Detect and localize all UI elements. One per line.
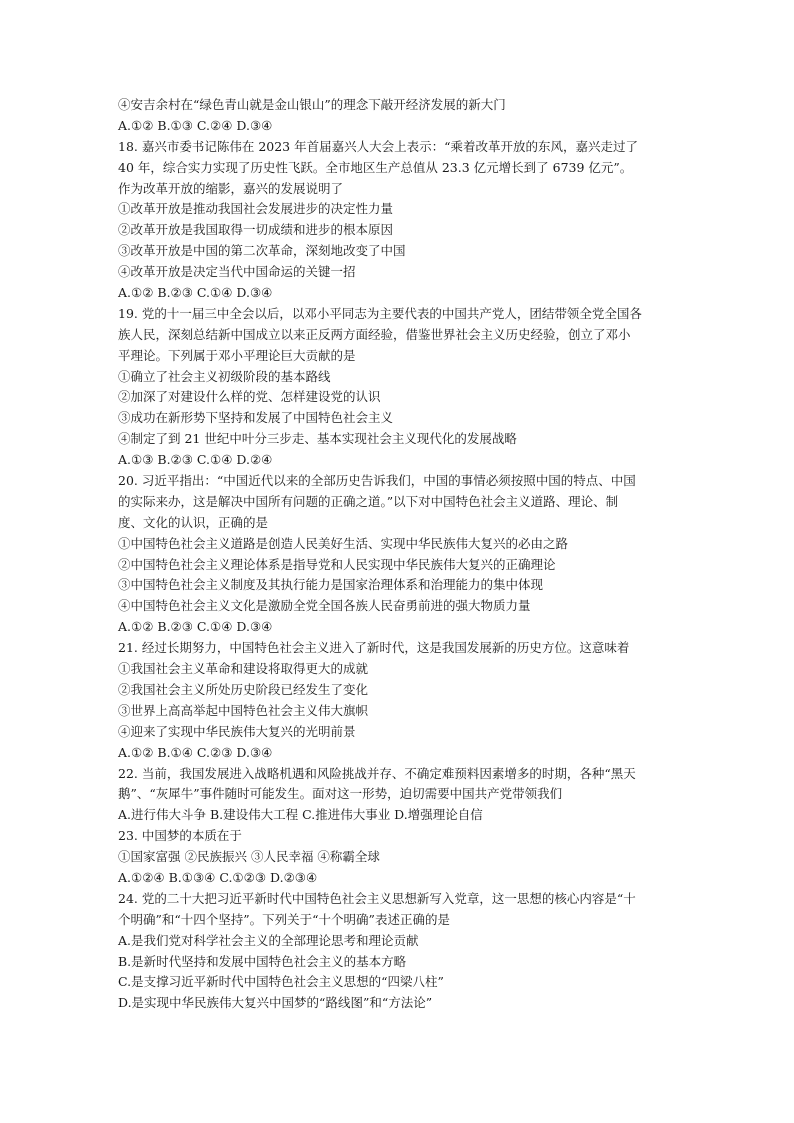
statement-item: ②改革开放是我国取得一切成绩和进步的根本原因 xyxy=(118,222,394,238)
text-line: 族人民，深刻总结新中国成立以来正反两方面经验，借鉴世界社会主义历史经验，创立了邓小 xyxy=(118,326,631,342)
statement-item: ①中国特色社会主义道路是创造人民美好生活、实现中华民族伟大复兴的必由之路 xyxy=(118,535,569,551)
answer-options: A.①② B.①④ C.②③ D.③④ xyxy=(118,744,273,760)
statement-item: ①国家富强 ②民族振兴 ③人民幸福 ④称霸全球 xyxy=(118,849,380,865)
text-line: 40 年，综合实力实现了历史性飞跃。全市地区生产总值从 23.3 亿元增长到了 6739 亿元”。 xyxy=(118,159,633,175)
question-24-stem: 24. 党的二十大把习近平新时代中国特色社会主义思想新写入党章，这一思想的核心内容是“十 xyxy=(118,890,636,906)
question-22-stem: 22. 当前，我国发展进入战略机遇和风险挑战并存、不确定难预料因素增多的时期，各种“黑天 xyxy=(118,765,636,781)
statement-item: ④中国特色社会主义文化是激励全党全国各族人民奋勇前进的强大物质力量 xyxy=(118,598,531,614)
statement-item: ④制定了到 21 世纪中叶分三步走、基本实现社会主义现代化的发展战略 xyxy=(118,431,517,447)
statement-item: ④改革开放是决定当代中国命运的关键一招 xyxy=(118,264,356,280)
question-text xyxy=(118,95,678,1014)
answer-option-c: C.是支撑习近平新时代中国特色社会主义思想的“四梁八柱” xyxy=(118,974,444,990)
answer-options: A.①② B.②③ C.①④ D.③④ xyxy=(118,285,273,301)
question-19-stem: 19. 党的十一届三中全会以后，以邓小平同志为主要代表的中国共产党人，团结带领全党全国各 xyxy=(118,305,642,321)
answer-options: A.①② B.①③ C.②④ D.③④ xyxy=(118,117,273,133)
statement-item: ①我国社会主义革命和建设将取得更大的成就 xyxy=(118,661,369,677)
statement-item: ④迎来了实现中华民族伟大复兴的光明前景 xyxy=(118,723,356,739)
text-line: ④安吉余村在“绿色青山就是金山银山”的理念下敲开经济发展的新大门 xyxy=(118,97,506,112)
statement-item: ③世界上高高举起中国特色社会主义伟大旗帜 xyxy=(118,702,369,718)
question-18-stem: 18. 嘉兴市委书记陈伟在 2023 年首届嘉兴人大会上表示：“乘着改革开放的东风，嘉兴走过了 xyxy=(118,138,639,154)
answer-options: A.①③ B.②③ C.①④ D.②④ xyxy=(118,452,273,468)
statement-item: ③改革开放是中国的第二次革命，深刻地改变了中国 xyxy=(118,243,406,259)
answer-option-a: A.是我们党对科学社会主义的全部理论思考和理论贡献 xyxy=(118,932,419,948)
statement-item: ①确立了社会主义初级阶段的基本路线 xyxy=(118,368,331,384)
statement-item: ②我国社会主义所处历史阶段已经发生了变化 xyxy=(118,681,369,697)
statement-item: ②中国特色社会主义理论体系是指导党和人民实现中华民族伟大复兴的正确理论 xyxy=(118,556,556,572)
answer-options: A.进行伟大斗争 B.建设伟大工程 C.推进伟大事业 D.增强理论自信 xyxy=(118,807,483,823)
answer-option-b: B.是新时代坚持和发展中国特色社会主义的基本方略 xyxy=(118,953,407,969)
statement-item: ②加深了对建设什么样的党、怎样建设党的认识 xyxy=(118,389,381,405)
answer-option-d: D.是实现中华民族伟大复兴中国梦的“路线图”和“方法论” xyxy=(118,995,433,1011)
text-line: 鹅”、“灰犀牛”事件随时可能发生。面对这一形势，迫切需要中国共产党带领我们 xyxy=(118,786,563,802)
text-line: 个明确”和“十四个坚持”。下列关于“十个明确”表述正确的是 xyxy=(118,911,450,927)
text-line: 平理论。下列属于邓小平理论巨大贡献的是 xyxy=(118,347,356,363)
statement-item: ①改革开放是推动我国社会发展进步的决定性力量 xyxy=(118,201,394,217)
statement-item: ③中国特色社会主义制度及其执行能力是国家治理体系和治理能力的集中体现 xyxy=(118,577,544,593)
statement-item: ③成功在新形势下坚持和发展了中国特色社会主义 xyxy=(118,410,394,426)
text-line: 度、文化的认识，正确的是 xyxy=(118,514,269,530)
answer-options: A.①② B.②③ C.①④ D.③④ xyxy=(118,619,273,635)
answer-options: A.①②④ B.①③④ C.①②③ D.②③④ xyxy=(118,869,318,885)
question-21-stem: 21. 经过长期努力，中国特色社会主义进入了新时代，这是我国发展新的历史方位。这意味着 xyxy=(118,640,630,656)
text-line: 作为改革开放的缩影，嘉兴的发展说明了 xyxy=(118,180,344,196)
question-20-stem: 20. 习近平指出：“中国近代以来的全部历史告诉我们，中国的事情必须按照中国的特点、中国 xyxy=(118,473,636,489)
text-line: 的实际来办，这是解决中国所有问题的正确之道。”以下对中国特色社会主义道路、理论、制 xyxy=(118,493,619,509)
question-23-stem: 23. 中国梦的本质在于 xyxy=(118,828,242,844)
